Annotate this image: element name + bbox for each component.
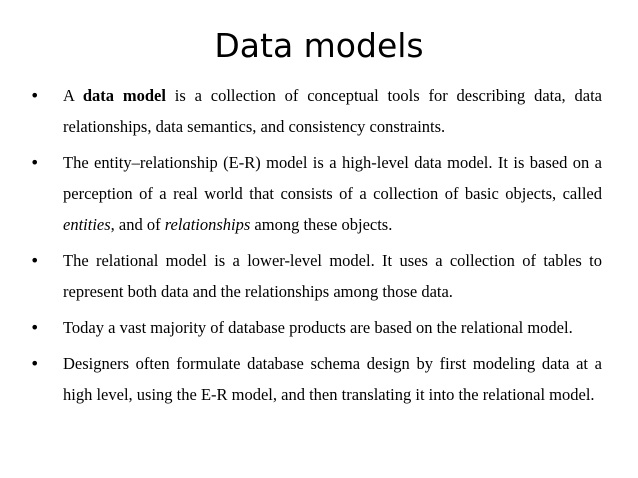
bullet-text [63,80,602,142]
bullet-item-database-products [30,312,602,343]
italic-term-relationships: relationships [164,215,251,234]
text-run: A [63,86,83,105]
bullet-item-data-model [30,80,602,142]
bullet-icon: • [30,86,40,105]
text-run: among these objects. [250,215,393,234]
bullet-icon: • [30,318,40,337]
bullet-text: The relational model is a lower-level model. It uses a collection of tables to represent both data and the relationships among those data. [63,251,602,301]
bullet-item-relational-model [30,245,602,307]
text-run: The entity–relationship (E-R) model is a high-level data model. It is based on a perception of a real world that consists of a collection of basic objects, called [63,153,602,203]
bullet-item-schema-design [30,348,602,410]
bullet-icon: • [30,251,40,270]
bullet-item-er-model [30,147,602,240]
bullet-text [63,147,602,240]
bullet-list [30,80,602,415]
italic-term-entities: entities [63,215,111,234]
bullet-text: Today a vast majority of database products are based on the relational model. [63,318,573,337]
bullet-text: Designers often formulate database schema design by first modeling data at a high level, using the E-R model, and then translating it into the relational model. [63,354,602,404]
bullet-icon: • [30,354,40,373]
text-run: , and of [110,215,165,234]
text-run: is a collection of conceptual tools for describing data, data relationships, data semantics, and consistency constraints. [63,86,602,136]
slide-title: Data models [214,26,424,65]
bullet-icon: • [30,153,40,172]
bold-term-data-model: data model [82,86,166,105]
